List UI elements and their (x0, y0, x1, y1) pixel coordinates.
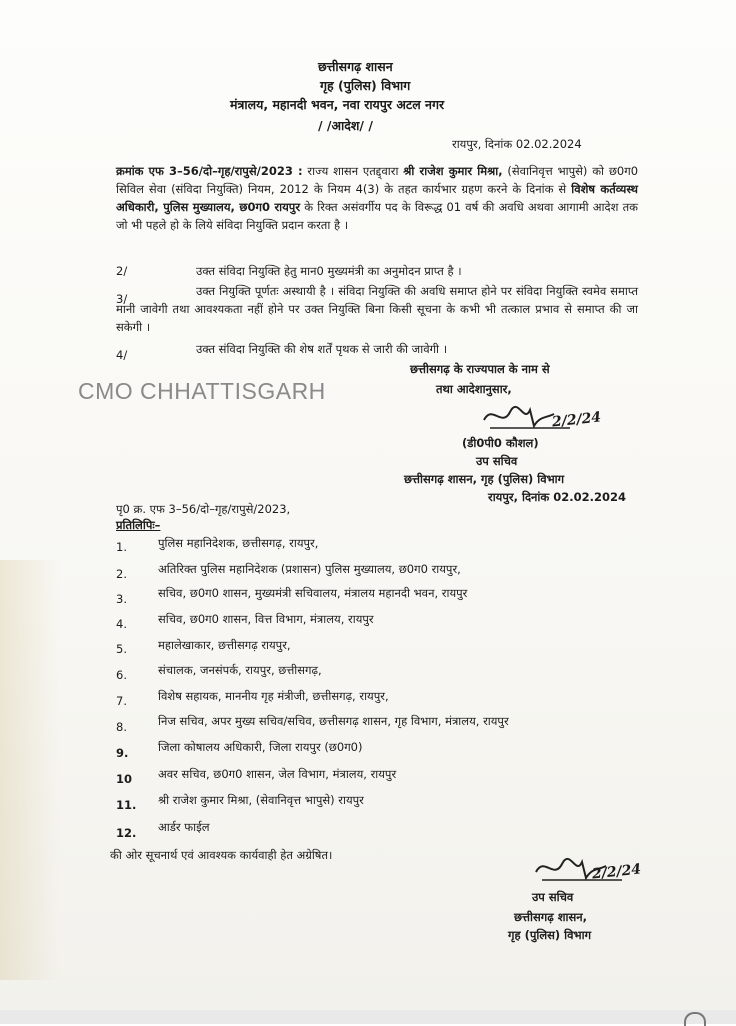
watermark: CMO CHHATTISGARH (78, 378, 326, 404)
list-item-num: 9. (116, 746, 129, 760)
header-address: मंत्रालय, महानदी भवन, नवा रायपुर अटल नगर (230, 97, 445, 112)
list-item-text: विशेष सहायक, माननीय गृह मंत्रीजी, छत्तीसगढ़, रायपुर, (158, 689, 389, 703)
copy-label: प्रतिलिपिः– (116, 518, 161, 532)
list-item-text: पुलिस महानिदेशक, छत्तीसगढ़, रायपुर, (158, 536, 319, 550)
list-item-num: 12. (116, 826, 137, 840)
list-item-num: 2. (116, 567, 127, 581)
closing-line: की ओर सूचनार्थ एवं आवश्यक कार्यवाही हेत अग्रेषित। (110, 848, 333, 862)
list-item-num: 1. (116, 540, 127, 554)
list-item-num: 3. (116, 592, 127, 606)
list-item-text: संचालक, जनसंपर्क, रायपुर, छत्तीसगढ़, (158, 663, 322, 677)
endorsement-ref: पृ0 क्र. एफ 3–56/दो–गृह/रापुसे/2023, (116, 502, 291, 516)
post-name: विशेष कर्तव्यस्थ अधिकारी, पुलिस मुख्यालय, छ0ग0 रायपुर (116, 182, 639, 214)
list-item-num: 7. (116, 694, 127, 708)
order-paragraph (116, 162, 638, 234)
point-3-num: 3/ (116, 292, 128, 306)
authority-line2: तथा आदेशानुसार, (436, 382, 512, 396)
list-item-text: अतिरिक्त पुलिस महानिदेशक (प्रशासन) पुलिस मुख्यालय, छ0ग0 रायपुर, (158, 562, 461, 576)
header-govt: छत्तीसगढ़ शासन (318, 59, 393, 74)
order-text1: राज्य शासन एतद्द्वारा (307, 164, 399, 178)
header-dept: गृह (पुलिस) विभाग (320, 78, 411, 93)
list-item-text: महालेखाकार, छत्तीसगढ़ रायपुर, (158, 638, 291, 652)
signer-2-dept2: गृह (पुलिस) विभाग (508, 928, 592, 942)
order-place-date: रायपुर, दिनांक 02.02.2024 (452, 137, 582, 151)
list-item-text: निज सचिव, अपर मुख्य सचिव/सचिव, छत्तीसगढ़ शासन, गृह विभाग, मंत्रालय, रायपुर (158, 714, 509, 728)
signer-1-place-date: रायपुर, दिनांक 02.02.2024 (488, 490, 626, 504)
list-item-text: अवर सचिव, छ0ग0 शासन, जेल विभाग, मंत्रालय, रायपुर (158, 767, 397, 781)
list-item-num: 5. (116, 642, 127, 656)
order-text2: (सेवानिवृत्त भापुसे) को छ0ग0 सिविल सेवा (संविदा नियुक्ति) नियम, 2012 के नियम 4(3) के तहत कार्यभार ग्रहण करने के दिनांक से (116, 164, 639, 196)
paper-shadow (0, 560, 60, 980)
order-text3: के रिक्त असंवर्गीय पद के विरूद्ध 01 वर्ष की अवधि अथवा आगामी आदेश तक जो भी पहले हो के लिये संविदा नियुक्ति प्रदान करता है । (116, 200, 638, 232)
signer-1-dept: छत्तीसगढ़ शासन, गृह (पुलिस) विभाग (404, 472, 565, 486)
list-item-num: 6. (116, 668, 127, 682)
signer-1-name: (डी0पी0 कौशल) (462, 436, 539, 450)
list-item-num: 10 (116, 772, 133, 786)
list-item-text: आर्डर फाईल (158, 820, 210, 834)
signer-2-title: उप सचिव (532, 890, 574, 904)
point-2-text: उक्त संविदा नियुक्ति हेतु मान0 मुख्यमंत्री का अनुमोदन प्राप्त है । (196, 264, 462, 278)
point-2-num: 2/ (116, 264, 128, 278)
list-item-text: सचिव, छ0ग0 शासन, वित्त विभाग, मंत्रालय, रायपुर (158, 612, 374, 626)
point-4-text: उक्त संविदा नियुक्ति की शेष शर्तें पृथक से जारी की जावेगी । (196, 342, 448, 356)
point-4-num: 4/ (116, 348, 128, 362)
signer-2-dept1: छत्तीसगढ़ शासन, (514, 910, 588, 924)
point-3-text: उक्त नियुक्ति पूर्णतः अस्थायी है । संविदा नियुक्ति की अवधि समाप्त होने पर संविदा नियुक्ति स्वमेव समाप्त मानी जावेगी तथा आवश्यकता नहीं होने पर उक्त नियुक्ति बिना किसी सूचना के कभी भी तत्काल प्रभाव से समाप्त की जा सकेगी । (116, 284, 638, 334)
list-item-num: 8. (116, 720, 127, 734)
signature-1-date: 2/2/24 (551, 409, 602, 431)
list-item-num: 4. (116, 617, 127, 631)
signature-2-date: 2/2/24 (591, 861, 642, 883)
order-title: / /आदेश/ / (318, 118, 373, 133)
list-item-text: सचिव, छ0ग0 शासन, मुख्यमंत्री सचिवालय, मंत्रालय महानदी भवन, रायपुर (158, 586, 468, 600)
bottom-bar (0, 1010, 736, 1024)
signer-1-title: उप सचिव (476, 454, 518, 468)
list-item-text: श्री राजेश कुमार मिश्रा, (सेवानिवृत्त भापुसे) रायपुर (158, 793, 364, 807)
authority-line1: छत्तीसगढ़ के राज्यपाल के नाम से (410, 362, 550, 376)
order-ref: क्रमांक एफ 3–56/दो–गृह/रापुसे/2023 : (116, 164, 303, 178)
list-item-num: 11. (116, 798, 137, 812)
appointee-name: श्री राजेश कुमार मिश्रा, (403, 164, 503, 178)
list-item-text: जिला कोषालय अधिकारी, जिला रायपुर (छ0ग0) (158, 740, 363, 754)
